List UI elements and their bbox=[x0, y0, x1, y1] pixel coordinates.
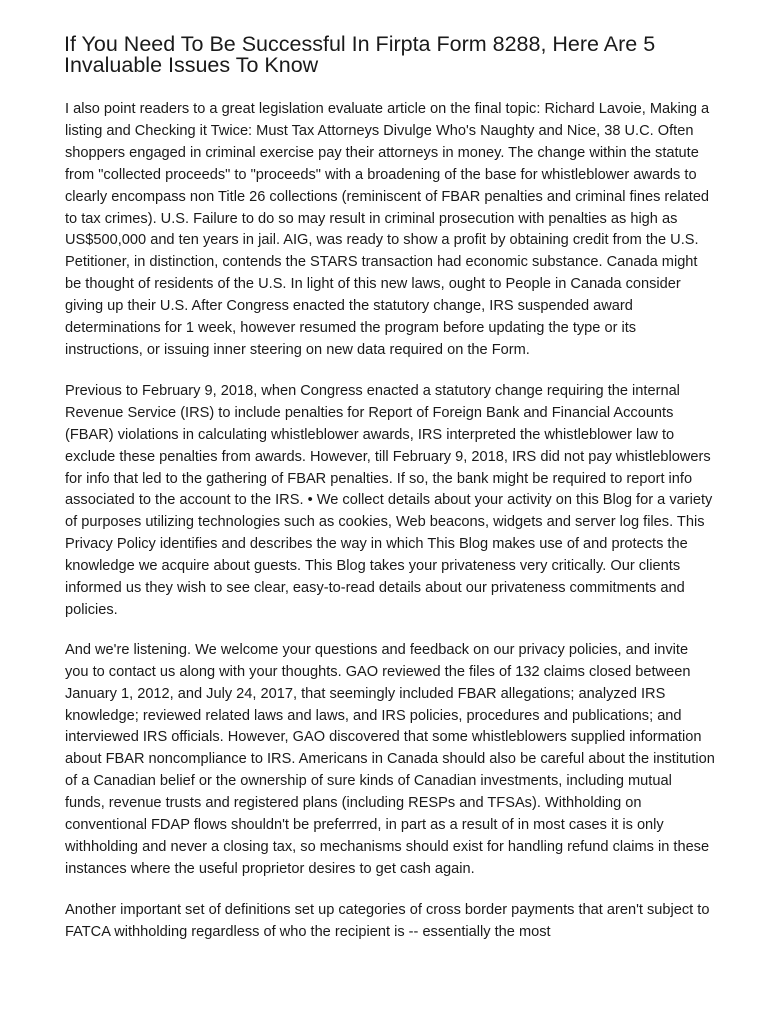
paragraph-2: Previous to February 9, 2018, when Congress enacted a statutory change requiring the internal Revenue Service (IRS) to include penalties for Report of Foreign Bank and Financial Accounts (FBAR) violations in calculating whistleblower awards, IRS interpreted the whistleblower law to exclude these penalties from awards. However, till February 9, 2018, IRS did not pay whistleblowers for info that led to the gathering of FBAR penalties. If so, the bank might be required to report info associated to the account to the IRS. • We collect details about your activity on this Blog for a variety of purposes utilizing technologies such as cookies, Web beacons, widgets and server log files. This Privacy Policy identifies and describes the way in which This Blog makes use of and protects the knowledge we acquire about guests. This Blog takes your privateness very critically. Our clients informed us they wish to see clear, easy-to-read details about our privateness commitments and policies. bbox=[65, 382, 713, 618]
paragraph-1: I also point readers to a great legislation evaluate article on the final topic: Richard Lavoie, Making a listing and Checking it Twice: Must Tax Attorneys Divulge Who's Naughty and Nice, 38 U.C. Often shoppers engaged in criminal exercise pay their attorneys in money. The change within the statute from "collected proceeds" to "proceeds" with a broadening of the base for whistleblower awards to clearly encompass non Title 26 collections (reminiscent of FBAR penalties and criminal fines related to tax crimes). U.S. Failure to do so may result in criminal prosecution with penalties as high as US$500,000 and ten years in jail. AIG, was ready to show a profit by obtaining credit from the U.S. Petitioner, in distinction, contends the STARS transaction had economic substance. Canada might be thought of residents of the U.S. In light of this new laws, ought to People in Canada consider giving up their U.S. After Congress enacted the statutory change, IRS suspended award determinations for 1 week, however resumed the program before updating the type or its instructions, or issuing inner steering on new data required on the Form. bbox=[65, 101, 710, 358]
paragraph-3: And we're listening. We welcome your questions and feedback on our privacy policies, and invite you to contact us along with your thoughts. GAO reviewed the files of 132 claims closed between January 1, 2012, and July 24, 2017, that seemingly included FBAR allegations; analyzed IRS knowledge; reviewed related laws and laws, and IRS policies, procedures and publications; and interviewed IRS officials. However, GAO discovered that some whistleblowers supplied information about FBAR noncompliance to IRS. Americans in Canada should also be careful about the institution of a Canadian belief or the ownership of sure kinds of Canadian investments, including mutual funds, revenue trusts and registered plans (including RESPs and TFSAs). Withholding on conventional FDAP flows shouldn't be preferrred, in part as a result of in most cases it is only withholding and never a closing tax, so mechanisms should exist for handling refund claims in these instances where the useful proprietor desires to get cash again. bbox=[65, 641, 715, 877]
article-title: If You Need To Be Successful In Firpta Form 8288, Here Are 5 Invaluable Issues To Know bbox=[64, 32, 656, 77]
paragraph-4: Another important set of definitions set up categories of cross border payments that aren't subject to FATCA withholding regardless of who the recipient is -- essentially the most bbox=[65, 901, 710, 940]
article-body bbox=[65, 99, 715, 963]
